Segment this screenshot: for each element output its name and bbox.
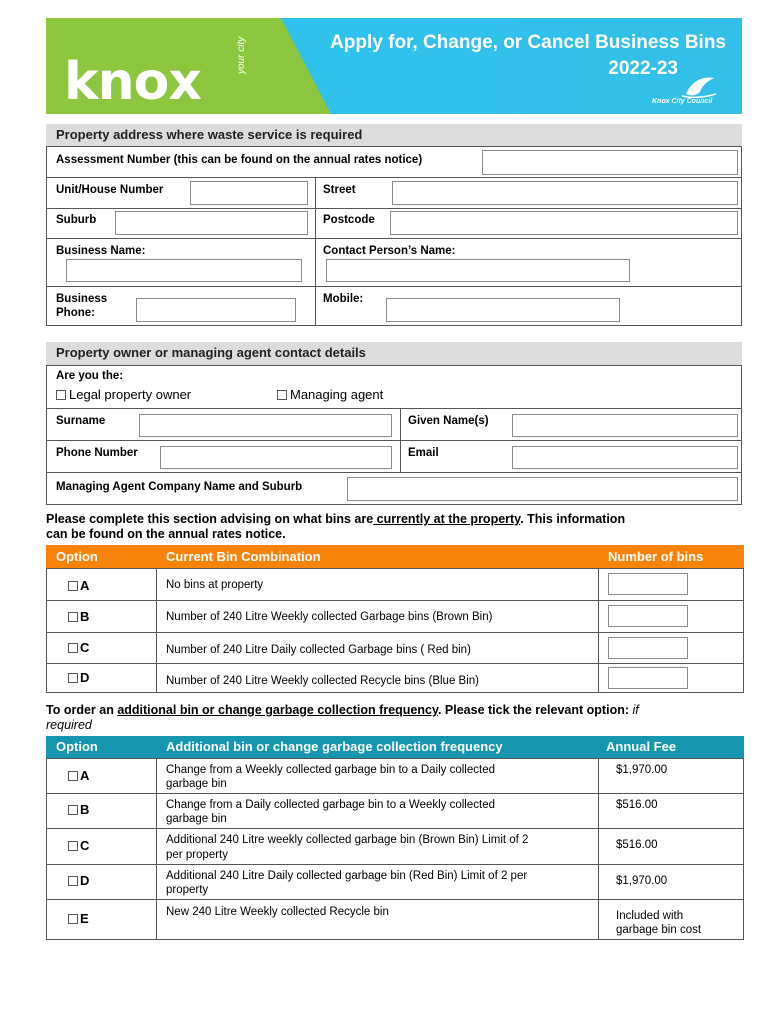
annual-fee: Included with (616, 910, 684, 922)
divider (46, 663, 744, 664)
additional-option-b[interactable] (68, 802, 89, 817)
divider (598, 758, 599, 940)
divider (46, 600, 744, 601)
contact-name-input[interactable] (326, 259, 630, 282)
postcode-label: Postcode (323, 214, 375, 226)
intro-emphasis: currently at the property (373, 512, 521, 526)
email-input[interactable] (512, 446, 738, 469)
current-option-a[interactable] (68, 578, 89, 593)
current-bin-text: Number of 240 Litre Daily collected Garbage bins ( Red bin) (166, 644, 471, 656)
logo-tagline: your city (236, 36, 247, 74)
current-bin-count-input[interactable] (608, 667, 688, 689)
divider (46, 899, 744, 900)
current-option-b[interactable] (68, 609, 89, 624)
unit-input[interactable] (190, 181, 308, 205)
option-letter: C (80, 640, 90, 655)
current-bin-text: No bins at property (166, 579, 264, 591)
divider (315, 177, 316, 326)
option-letter: A (80, 768, 90, 783)
checkbox-icon (68, 914, 78, 924)
divider (46, 440, 742, 441)
form-title: Apply for, Change, or Cancel Business Bins (330, 32, 726, 53)
checkbox-icon (68, 841, 78, 851)
business-phone-input[interactable] (136, 298, 296, 322)
intro-text: To order an (46, 703, 118, 717)
legal-owner-checkbox[interactable] (56, 387, 191, 402)
divider (156, 758, 157, 940)
knox-logo: knox (64, 52, 201, 112)
option-letter: D (80, 873, 90, 888)
email-label: Email (408, 447, 439, 459)
option-letter: E (80, 911, 89, 926)
option-letter: D (80, 670, 90, 685)
current-bins-intro (46, 512, 742, 542)
divider (46, 864, 744, 865)
additional-text-line2: garbage bin (166, 813, 227, 825)
additional-intro (46, 703, 746, 733)
are-you-label: Are you the: (56, 370, 124, 382)
col-option-header: Option (56, 549, 98, 564)
checkbox-icon (56, 390, 66, 400)
checkbox-icon (68, 581, 78, 591)
divider (598, 568, 599, 693)
agent-company-label: Managing Agent Company Name and Suburb (56, 481, 303, 493)
annual-fee: $1,970.00 (616, 764, 668, 776)
additional-text: New 240 Litre Weekly collected Recycle bin (166, 906, 389, 918)
option-letter: B (80, 802, 90, 817)
header-banner (46, 18, 742, 114)
intro-text: Please complete this section advising on what bins are (46, 512, 374, 526)
current-bin-count-input[interactable] (608, 573, 688, 595)
col-frequency-header: Additional bin or change garbage collection frequency (166, 739, 503, 754)
agent-company-input[interactable] (347, 477, 738, 501)
checkbox-icon (68, 673, 78, 683)
current-bin-text: Number of 240 Litre Weekly collected Garbage bins (Brown Bin) (166, 611, 493, 623)
additional-option-a[interactable] (68, 768, 89, 783)
additional-text-line2: garbage bin (166, 778, 227, 790)
checkbox-icon (68, 805, 78, 815)
col-option-header: Option (56, 739, 98, 754)
additional-text-line2: per property (166, 849, 229, 861)
divider (46, 286, 742, 287)
option-letter: B (80, 609, 90, 624)
managing-agent-checkbox[interactable] (277, 387, 383, 402)
given-name-input[interactable] (512, 414, 738, 437)
phone-label: Phone Number (56, 447, 138, 459)
annual-fee-line2: garbage bin cost (616, 924, 702, 936)
assessment-input[interactable] (482, 150, 738, 175)
additional-text: Additional 240 Litre weekly collected garbage bin (Brown Bin) Limit of 2 (166, 834, 529, 846)
col-combination-header: Current Bin Combination (166, 549, 321, 564)
divider (46, 793, 744, 794)
additional-text: Change from a Daily collected garbage bin to a Weekly collected (166, 799, 495, 811)
street-input[interactable] (392, 181, 738, 205)
phone-input[interactable] (160, 446, 392, 469)
current-bin-count-input[interactable] (608, 637, 688, 659)
divider (46, 408, 742, 409)
divider (46, 828, 744, 829)
checkbox-icon (68, 876, 78, 886)
additional-text: Change from a Weekly collected garbage bin to a Daily collected (166, 764, 495, 776)
owner-section-title: Property owner or managing agent contact details (46, 342, 742, 365)
checkbox-icon (277, 390, 287, 400)
divider (400, 408, 401, 472)
current-bin-count-input[interactable] (608, 605, 688, 627)
additional-text-line2: property (166, 884, 209, 896)
business-phone-label: Business (56, 293, 108, 305)
council-name: Knox City Council (652, 98, 713, 105)
current-option-c[interactable] (68, 640, 89, 655)
checkbox-icon (68, 612, 78, 622)
checkbox-icon (68, 771, 78, 781)
mobile-input[interactable] (386, 298, 620, 322)
suburb-input[interactable] (115, 211, 308, 235)
surname-input[interactable] (139, 414, 392, 437)
given-name-label: Given Name(s) (408, 415, 489, 427)
business-name-label: Business Name: (56, 245, 146, 257)
additional-option-e[interactable] (68, 911, 89, 926)
divider (46, 177, 742, 178)
assessment-label: Assessment Number (this can be found on the annual rates notice) (56, 154, 423, 166)
col-number-header: Number of bins (608, 549, 704, 564)
form-year: 2022-23 (608, 58, 678, 79)
current-bin-text: Number of 240 Litre Weekly collected Recycle bins (Blue Bin) (166, 675, 479, 687)
additional-option-c[interactable] (68, 838, 89, 853)
property-section-title: Property address where waste service is required (46, 124, 742, 146)
legal-owner-label: Legal property owner (69, 387, 192, 402)
street-label: Street (323, 184, 356, 196)
divider (156, 568, 157, 693)
intro-italic: if (632, 703, 639, 717)
intro-italic-line2: required (46, 718, 92, 732)
postcode-input[interactable] (390, 211, 738, 235)
mobile-label: Mobile: (323, 293, 364, 305)
intro-text-end: . Please tick the relevant option: (437, 703, 633, 717)
current-option-d[interactable] (68, 670, 89, 685)
business-phone-label-2: Phone: (56, 307, 95, 319)
intro-emphasis: additional bin or change garbage collection frequency (117, 703, 438, 717)
intro-text-line2: can be found on the annual rates notice. (46, 527, 286, 541)
managing-agent-label: Managing agent (290, 387, 384, 402)
option-letter: A (80, 578, 90, 593)
divider (46, 238, 742, 239)
divider (46, 472, 742, 473)
checkbox-icon (68, 643, 78, 653)
surname-label: Surname (56, 415, 106, 427)
annual-fee: $1,970.00 (616, 875, 668, 887)
divider (46, 208, 742, 209)
additional-text: Additional 240 Litre Daily collected garbage bin (Red Bin) Limit of 2 per (166, 870, 528, 882)
contact-label: Contact Person’s Name: (323, 245, 456, 257)
unit-label: Unit/House Number (56, 184, 164, 196)
intro-text-end: . This information (520, 512, 626, 526)
business-name-input[interactable] (66, 259, 302, 282)
annual-fee: $516.00 (616, 839, 658, 851)
annual-fee: $516.00 (616, 799, 658, 811)
col-fee-header: Annual Fee (606, 739, 677, 754)
suburb-label: Suburb (56, 214, 97, 226)
additional-option-d[interactable] (68, 873, 89, 888)
divider (46, 632, 744, 633)
option-letter: C (80, 838, 90, 853)
